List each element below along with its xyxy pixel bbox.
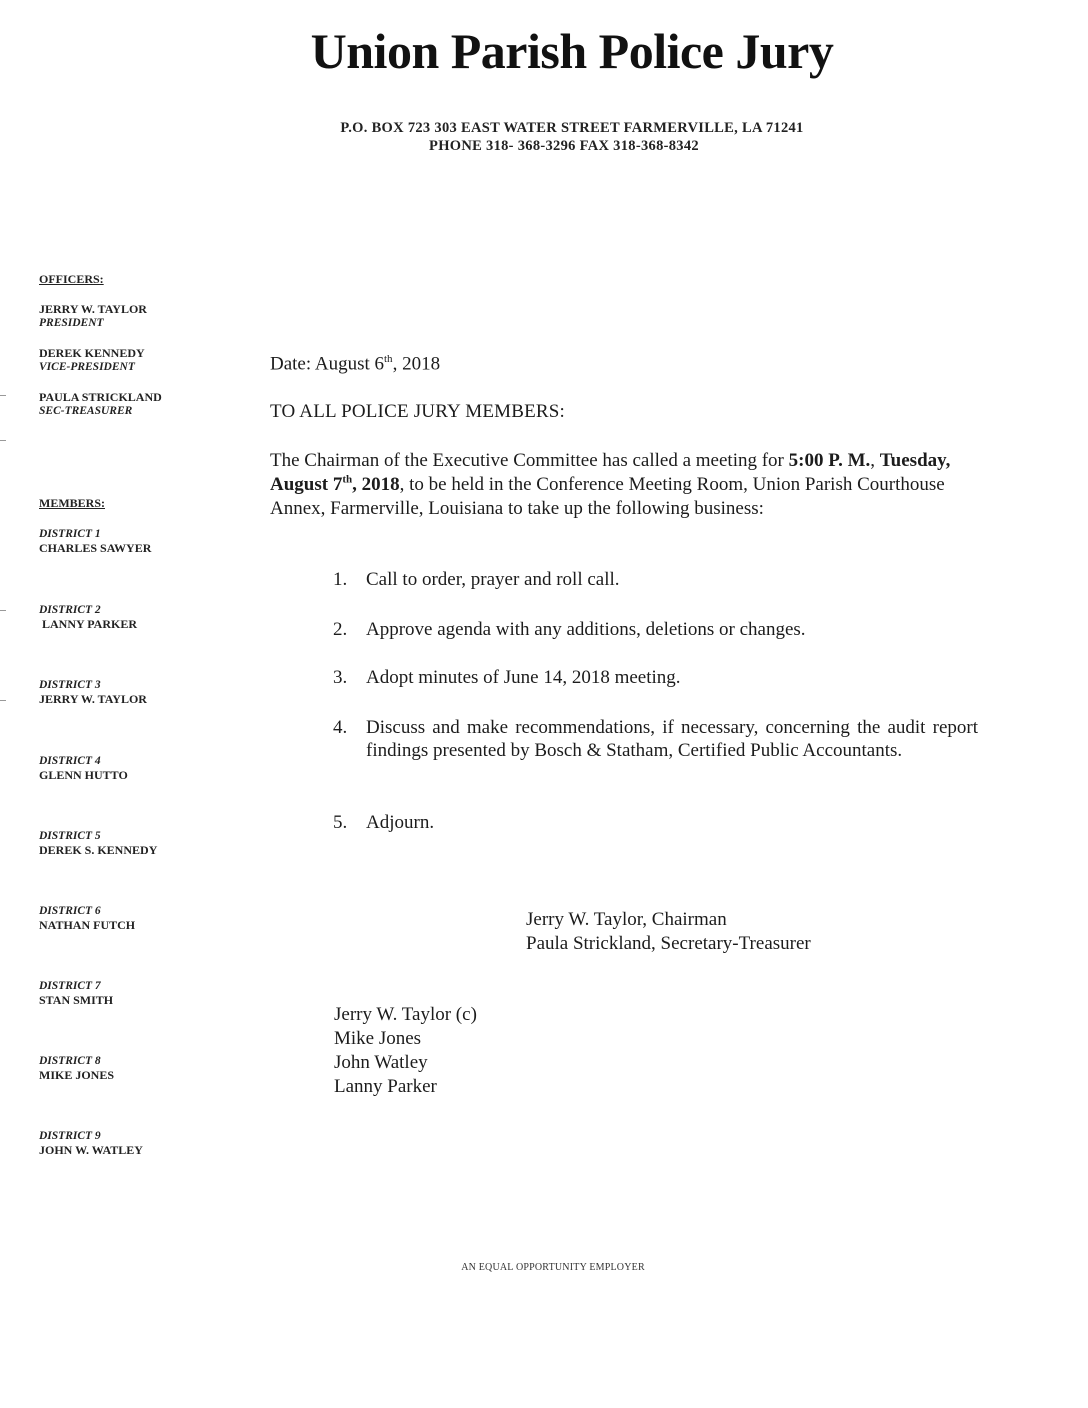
intro-location-text: , to be held in the Conference Meeting Room, Union Parish Courthouse Annex, Farmerville, Louisiana to take up the following business: (270, 474, 945, 519)
agenda-item (333, 716, 978, 762)
officer-entry (39, 302, 147, 330)
footer-eoe: AN EQUAL OPPORTUNITY EMPLOYER (461, 1262, 645, 1273)
member-entry (39, 603, 137, 631)
meeting-notice-paragraph (270, 449, 960, 521)
member-district: DISTRICT 8 (39, 1055, 101, 1067)
member-name: NATHAN FUTCH (39, 918, 136, 932)
intro-text: The Chairman of the Executive Committee has called a meeting for (270, 450, 789, 471)
committee-members-list (334, 1003, 477, 1099)
member-name: JERRY W. TAYLOR (39, 692, 147, 706)
member-district: DISTRICT 7 (39, 980, 101, 992)
member-name: JOHN W. WATLEY (39, 1143, 143, 1157)
member-entry (39, 829, 157, 857)
agenda-text: Adjourn. (366, 812, 435, 833)
agenda-item (333, 618, 978, 641)
officer-role: VICE-PRESIDENT (39, 361, 135, 373)
officer-name: JERRY W. TAYLOR (39, 302, 147, 316)
agenda-text: Discuss and make recommendations, if necessary, concerning the audit report findings presented by Bosch & Statham, Certified Public Accountants. (366, 717, 978, 761)
officer-entry (39, 390, 162, 418)
officer-name: DEREK KENNEDY (39, 346, 145, 360)
agenda-item (333, 568, 978, 591)
member-district: DISTRICT 2 (39, 604, 101, 616)
secretary-signature: Paula Strickland, Secretary-Treasurer (526, 933, 811, 954)
member-district: DISTRICT 6 (39, 905, 101, 917)
meeting-day: Tuesday, August 7 (270, 450, 951, 495)
committee-member: Mike Jones (334, 1028, 422, 1049)
member-district: DISTRICT 3 (39, 679, 101, 691)
member-entry (39, 1054, 114, 1082)
meeting-day-ordinal: th (342, 473, 353, 486)
member-name: MIKE JONES (39, 1068, 115, 1082)
scan-edge-mark (0, 700, 6, 701)
date-year: , 2018 (392, 353, 441, 375)
member-entry (39, 754, 128, 782)
agenda-text: Call to order, prayer and roll call. (366, 569, 620, 590)
officer-role: SEC-TREASURER (39, 405, 133, 417)
scan-edge-mark (0, 395, 6, 396)
agenda-text: Adopt minutes of June 14, 2018 meeting. (366, 667, 681, 688)
agenda-number: 2. (333, 619, 348, 640)
agenda-number: 5. (333, 812, 348, 833)
officers-heading: OFFICERS: (39, 272, 104, 286)
committee-member: John Watley (334, 1052, 428, 1073)
committee-member: Jerry W. Taylor (c) (334, 1004, 477, 1025)
member-entry (39, 1129, 143, 1157)
member-name: LANNY PARKER (39, 617, 137, 631)
members-heading: MEMBERS: (39, 496, 105, 510)
member-district: DISTRICT 4 (39, 755, 101, 767)
agenda-number: 1. (333, 569, 348, 590)
officer-role: PRESIDENT (39, 317, 104, 329)
member-entry (39, 678, 147, 706)
chairman-signature: Jerry W. Taylor, Chairman (526, 909, 727, 930)
officer-entry (39, 346, 145, 374)
agenda-number: 3. (333, 667, 348, 688)
address-line: P.O. BOX 723 303 EAST WATER STREET FARMERVILLE, LA 71241 (340, 120, 804, 136)
agenda-item (333, 666, 978, 689)
date-text: Date: August 6 (270, 353, 384, 375)
salutation: TO ALL POLICE JURY MEMBERS: (270, 401, 566, 422)
member-name: STAN SMITH (39, 993, 114, 1007)
member-district: DISTRICT 5 (39, 830, 101, 842)
member-name: GLENN HUTTO (39, 768, 128, 782)
member-entry (39, 979, 113, 1007)
meeting-time: 5:00 P. M. (788, 450, 871, 471)
member-entry (39, 527, 151, 555)
member-district: DISTRICT 1 (39, 528, 101, 540)
agenda-text: Approve agenda with any additions, deletions or changes. (366, 619, 806, 640)
member-entry (39, 904, 135, 932)
committee-member: Lanny Parker (334, 1076, 437, 1097)
agenda-item (333, 811, 978, 834)
agenda-number: 4. (333, 717, 348, 738)
member-name: DEREK S. KENNEDY (39, 843, 158, 857)
date-ordinal: th (384, 353, 393, 365)
letter-date (270, 353, 440, 375)
member-district: DISTRICT 9 (39, 1130, 101, 1142)
meeting-year: , 2018 (352, 474, 400, 495)
scan-edge-mark (0, 440, 6, 441)
intro-separator: , (870, 450, 880, 471)
officer-name: PAULA STRICKLAND (39, 390, 162, 404)
organization-title: Union Parish Police Jury (310, 23, 834, 79)
scan-edge-mark (0, 610, 6, 611)
phone-fax-line: PHONE 318- 368-3296 FAX 318-368-8342 (429, 138, 699, 154)
signature-block (526, 908, 811, 956)
member-name: CHARLES SAWYER (39, 541, 152, 555)
